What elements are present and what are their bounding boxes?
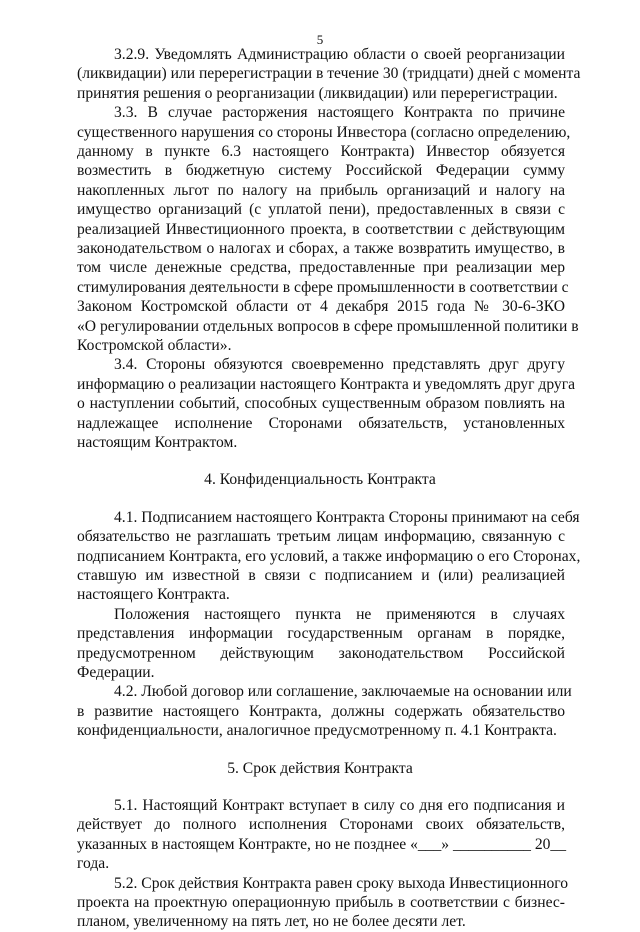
paragraph-3-3-line-12: «О регулировании отдельных вопросов в сфере промышленной политики в bbox=[77, 318, 579, 335]
paragraph-4-1b-line-4: Федерации. bbox=[77, 664, 155, 681]
paragraph-4-1b-line-3: предусмотренном действующим законодательством Российской bbox=[77, 645, 565, 662]
paragraph-5-1-line-2: действует до полного исполнения Сторонами своих обязательств, bbox=[77, 816, 565, 833]
section-4-heading: 4. Конфиденциальность Контракта bbox=[204, 471, 436, 488]
paragraph-3-4-line-3: о наступлении событий, способных существенным образом повлиять на bbox=[77, 395, 565, 412]
paragraph-4-1b-line-2: представления информации государственным органам в порядке, bbox=[77, 625, 565, 642]
paragraph-3-3-line-3: данному в пункте 6.3 настоящего Контракта) Инвестор обязуется bbox=[77, 143, 565, 160]
paragraph-5-2-line-3: планом, увеличенному на пять лет, но не более десяти лет. bbox=[77, 913, 466, 930]
paragraph-3-3-line-8: законодательством о налогах и сборах, а также возвратить имущество, в bbox=[77, 240, 565, 257]
paragraph-5-2-line-1: 5.2. Срок действия Контракта равен сроку выхода Инвестиционного bbox=[114, 875, 569, 892]
section-5-heading: 5. Срок действия Контракта bbox=[227, 760, 413, 777]
paragraph-3-4-line-2: информацию о реализации настоящего Контракта и уведомлять друг друга bbox=[77, 376, 576, 393]
paragraph-3-4-line-1: 3.4. Стороны обязуются своевременно представлять друг другу bbox=[114, 356, 565, 373]
paragraph-3-4-line-5: настоящим Контрактом. bbox=[77, 434, 238, 451]
paragraph-4-1-line-4: ставшую им известной в связи с подписанием и (или) реализацией bbox=[77, 567, 565, 584]
paragraph-3-2-9-line-2: (ликвидации) или перерегистрации в течение 30 (тридцати) дней с момента bbox=[77, 65, 581, 82]
paragraph-3-3-line-11: Законом Костромской области от 4 декабря 2015 года № 30-6-ЗКО bbox=[77, 298, 565, 315]
paragraph-3-2-9-line-1: 3.2.9. Уведомлять Администрацию области о своей реорганизации bbox=[114, 46, 565, 63]
paragraph-5-1-line-4: года. bbox=[77, 855, 110, 872]
paragraph-3-3-line-6: имущество организаций (с уплатой пени), предоставленных в связи с bbox=[77, 201, 565, 218]
paragraph-3-3-line-10: стимулирования деятельности в сфере промышленности в соответствии с bbox=[77, 279, 569, 296]
paragraph-3-3-line-9: том числе денежные средства, предоставленные при реализации мер bbox=[77, 259, 565, 276]
paragraph-4-2-line-1: 4.2. Любой договор или соглашение, заключаемые на основании или bbox=[114, 683, 572, 700]
paragraph-3-3-line-4: возместить в бюджетную систему Российской Федерации сумму bbox=[77, 162, 565, 179]
page-number: 5 bbox=[316, 32, 324, 47]
paragraph-4-1-line-3: подписанием Контракта, его условий, а также информацию о его Сторонах, bbox=[77, 548, 581, 565]
paragraph-3-3-line-1: 3.3. В случае расторжения настоящего Контракта по причине bbox=[114, 104, 565, 121]
paragraph-5-1-line-3: указанных в настоящем Контракте, но не позднее «___» __________ 20__ bbox=[77, 836, 567, 853]
paragraph-3-3-line-2: существенного нарушения со стороны Инвестора (согласно определению, bbox=[77, 124, 571, 141]
paragraph-4-2-line-2: в развитие настоящего Контракта, должны содержать обязательство bbox=[77, 703, 565, 720]
paragraph-3-3-line-5: накопленных льгот по налогу на прибыль организаций и налогу на bbox=[77, 182, 565, 199]
paragraph-4-1-line-2: обязательство не разглашать третьим лицам информацию, связанную с bbox=[77, 528, 565, 545]
paragraph-5-2-line-2: проекта на проектную операционную прибыль в соответствии с бизнес- bbox=[77, 894, 565, 911]
paragraph-4-1b-line-1: Положения настоящего пункта не применяются в случаях bbox=[114, 606, 565, 623]
paragraph-4-1-line-1: 4.1. Подписанием настоящего Контракта Стороны принимают на себя bbox=[114, 509, 580, 526]
paragraph-3-4-line-4: надлежащее исполнение Сторонами обязательств, установленных bbox=[77, 415, 565, 432]
paragraph-3-3-line-7: реализацией Инвестиционного проекта, в соответствии с действующим bbox=[77, 221, 565, 238]
paragraph-3-2-9-line-3: принятия решения о реорганизации (ликвидации) или перерегистрации. bbox=[77, 85, 558, 102]
paragraph-4-1-line-5: настоящего Контракта. bbox=[77, 586, 230, 603]
paragraph-5-1-line-1: 5.1. Настоящий Контракт вступает в силу со дня его подписания и bbox=[114, 797, 565, 814]
paragraph-4-2-line-3: конфиденциальности, аналогичное предусмотренному п. 4.1 Контракта. bbox=[77, 722, 557, 739]
paragraph-3-3-line-13: Костромской области». bbox=[77, 337, 232, 354]
